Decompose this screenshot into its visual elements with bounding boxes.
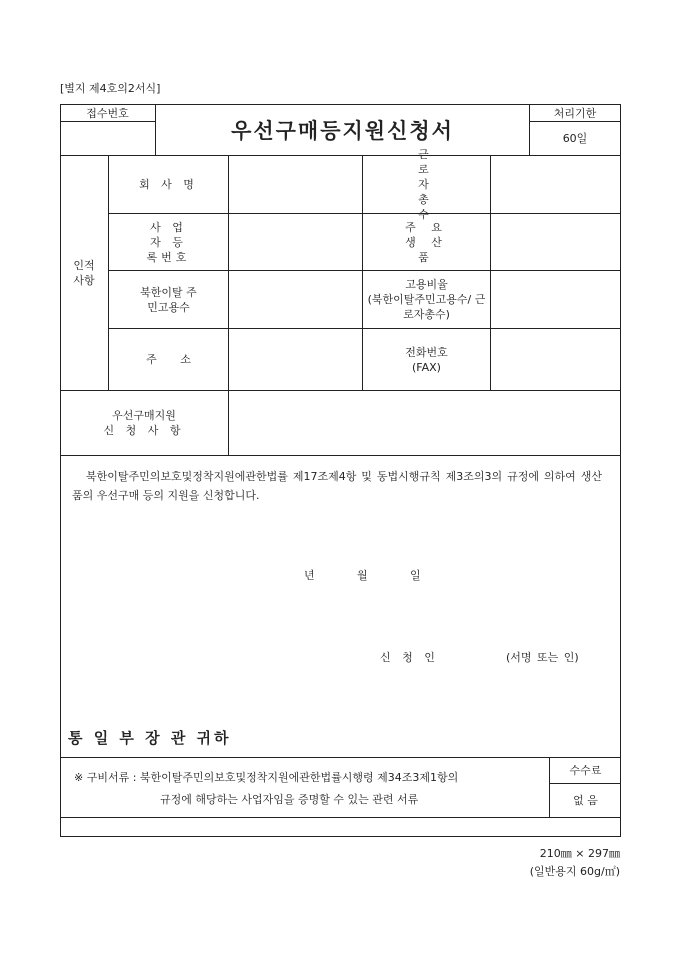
date-year-label: 년 bbox=[304, 569, 315, 582]
paper-size: 210㎜ × 297㎜ bbox=[539, 847, 620, 860]
paper-type: (일반용지 60g/㎡) bbox=[529, 865, 620, 878]
personal-info-label: 인적 사항 bbox=[73, 259, 95, 287]
support-request-line1: 우선구매지원 bbox=[112, 409, 176, 422]
employment-ratio-label bbox=[363, 271, 490, 328]
support-request-field[interactable] bbox=[229, 391, 621, 455]
addressee: 통 일 부 장 관 귀하 bbox=[68, 729, 232, 747]
divider bbox=[60, 757, 621, 758]
total-workers-field[interactable] bbox=[491, 156, 621, 213]
form-title: 우선구매등지원신청서 bbox=[231, 118, 454, 143]
form-number: [별지 제4호의2서식] bbox=[60, 82, 161, 95]
phone-field[interactable] bbox=[491, 329, 621, 390]
address-label: 주 소 bbox=[146, 353, 191, 366]
fee-value: 없 음 bbox=[573, 794, 598, 807]
date-day-label: 일 bbox=[410, 569, 421, 582]
nk-employees-field[interactable] bbox=[229, 271, 362, 328]
date-month-label: 월 bbox=[357, 569, 368, 582]
employment-ratio-note: (북한이탈주민고용수/ 근로자총수) bbox=[367, 293, 486, 321]
phone-title: 전화번호 bbox=[405, 345, 448, 359]
signature-note: (서명 또는 인) bbox=[506, 651, 579, 664]
declaration-text: 북한이탈주민의보호및정착지원에관한법률 제17조제4항 및 동법시행규칙 제3조의3의 규정에 의하여 생산품의 우선구매 등의 지원을 신청합니다. bbox=[72, 470, 602, 502]
required-documents-line1: ※ 구비서류 : 북한이탈주민의보호및정착지원에관한법률시행령 제34조3제1항의 bbox=[74, 771, 459, 784]
main-products-label: 주 요 생 산 품 bbox=[405, 220, 448, 264]
support-request-line2: 신 청 사 항 bbox=[103, 424, 185, 437]
fee-label: 수수료 bbox=[569, 764, 602, 777]
total-workers-label: 근 로 자 총 수 bbox=[418, 148, 435, 221]
business-number-field[interactable] bbox=[229, 214, 362, 270]
support-request-label bbox=[60, 391, 228, 455]
address-field[interactable] bbox=[229, 329, 362, 390]
employment-ratio-field[interactable] bbox=[491, 271, 621, 328]
employment-ratio-title: 고용비율 bbox=[405, 278, 448, 291]
receipt-number-label: 접수번호 bbox=[86, 106, 129, 120]
applicant-label: 신 청 인 bbox=[380, 651, 439, 664]
deadline-label: 처리기한 bbox=[553, 106, 597, 120]
company-name-label: 회 사 명 bbox=[139, 178, 198, 191]
company-name-field[interactable] bbox=[229, 156, 362, 213]
fax-title: (FAX) bbox=[412, 360, 441, 374]
nk-employees-label: 북한이탈 주민고용수 bbox=[140, 285, 197, 314]
main-products-field[interactable] bbox=[491, 214, 621, 270]
required-documents-line2: 규정에 해당하는 사업자임을 증명할 수 있는 관련 서류 bbox=[160, 793, 419, 806]
divider bbox=[60, 817, 621, 818]
deadline-value: 60일 bbox=[562, 132, 588, 145]
business-number-label: 사 업 자 등록번호 bbox=[146, 220, 191, 264]
receipt-number-field[interactable] bbox=[61, 122, 154, 154]
divider bbox=[60, 455, 621, 456]
phone-label bbox=[363, 329, 490, 390]
